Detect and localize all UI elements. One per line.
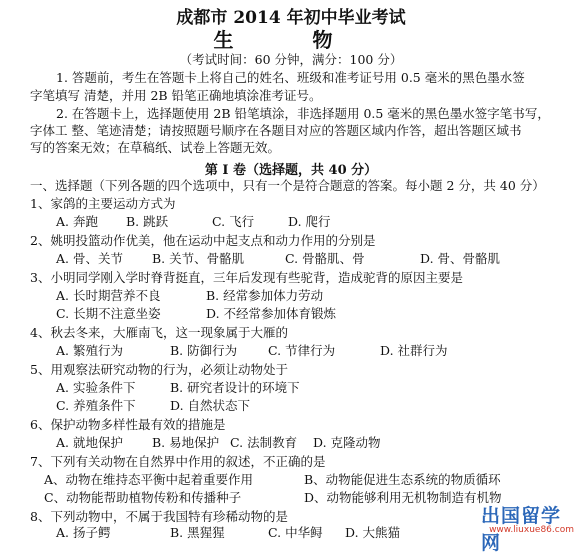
question-stem: 8、下列动物中，不属于我国特有珍稀动物的是 [30,509,288,524]
instruction-2-line-3: 写的答案无效；在草稿纸、试卷上答题无效。 [30,140,281,155]
section-heading: 第 Ⅰ 卷（选择题，共 40 分） [204,163,378,178]
question-stem: 7、下列有关动物在自然界中作用的叙述，不正确的是 [30,454,326,469]
answer-option: C. 中华鲟 [268,525,323,540]
exam-time-info: （考试时间：60 分钟，满分：100 分） [179,52,403,67]
instruction-2-line-2: 字体工 整、笔迹清楚；请按照题号顺序在各题目对应的答题区域内作答，超出答题区域书 [30,123,522,138]
answer-option: C. 养殖条件下 [56,398,136,413]
answer-option: B. 防御行为 [170,343,238,358]
answer-option: A. 扬子鳄 [56,525,111,540]
instruction-1-line-1: 1. 答题前，考生在答题卡上将自己的姓名、班级和准考证号用 0.5 毫米的黑色墨水签 [56,70,525,85]
answer-option: C. 法制教育 [230,435,298,450]
answer-option: D. 大熊猫 [345,525,401,540]
answer-option: B. 经常参加体力劳动 [206,288,324,303]
answer-option: D. 骨、骨骼肌 [420,251,501,266]
answer-option: C. 飞行 [212,214,255,229]
question-stem: 2、姚明投篮动作优美，他在运动中起支点和动力作用的分别是 [30,233,376,248]
answer-option: A. 奔跑 [56,214,98,229]
answer-option: A. 就地保护 [56,435,123,450]
question-stem: 1、家鸽的主要运动方式为 [30,196,176,211]
question-stem: 6、保护动物多样性最有效的措施是 [30,417,226,432]
answer-option: C. 长期不注意坐姿 [56,306,161,321]
answer-option: B. 关节、骨骼肌 [152,251,245,266]
answer-option: A、动物在维持态平衡中起着重要作用 [44,472,254,487]
answer-option: B. 跳跃 [126,214,169,229]
answer-option: C. 骨骼肌、骨 [285,251,365,266]
watermark-title: 出国留学网 [481,505,562,554]
answer-option: C、动物能帮助植物传粉和传播种子 [44,490,242,505]
answer-option: A. 长时期营养不良 [56,288,161,303]
site-watermark-logo [481,501,576,554]
answer-option: B、动物能促进生态系统的物质循环 [304,472,501,487]
answer-option: D. 不经常参加体育锻炼 [206,306,337,321]
question-stem: 3、小明同学刚入学时脊背挺直，三年后发现有些驼背，造成驼背的原因主要是 [30,270,463,285]
instruction-1-line-2: 字笔填写 清楚，并用 2B 铅笔正确地填涂准考证号。 [30,88,322,103]
answer-option: D、动物能够利用无机物制造有机物 [304,490,502,505]
answer-option: D. 社群行为 [380,343,448,358]
answer-option: C. 节律行为 [268,343,336,358]
answer-option: B. 黑猩猩 [170,525,225,540]
answer-option: D. 自然状态下 [170,398,251,413]
instruction-2-line-1: 2. 在答题卡上，选择题使用 2B 铅笔填涂，非选择题用 0.5 毫米的黑色墨水签字笔书写， [56,106,550,121]
answer-option: A. 实验条件下 [56,380,136,395]
watermark-url: www.liuxue86.com [489,525,574,535]
exam-title: 成都市 2014 年初中毕业考试 [176,8,406,28]
section-intro: 一、选择题（下列各题的四个选项中，只有一个是符合题意的答案。每小题 2 分，共 40 分） [30,178,545,193]
answer-option: D. 克隆动物 [313,435,381,450]
subject-heading: 生 物 [213,28,369,52]
answer-option: A. 骨、关节 [56,251,123,266]
answer-option: B. 研究者设计的环境下 [170,380,300,395]
answer-option: D. 爬行 [288,214,331,229]
answer-option: B. 易地保护 [152,435,220,450]
question-stem: 5、用观察法研究动物的行为，必须让动物处于 [30,362,288,377]
answer-option: A. 繁殖行为 [56,343,123,358]
question-stem: 4、秋去冬来，大雁南飞，这一现象属于大雁的 [30,325,288,340]
